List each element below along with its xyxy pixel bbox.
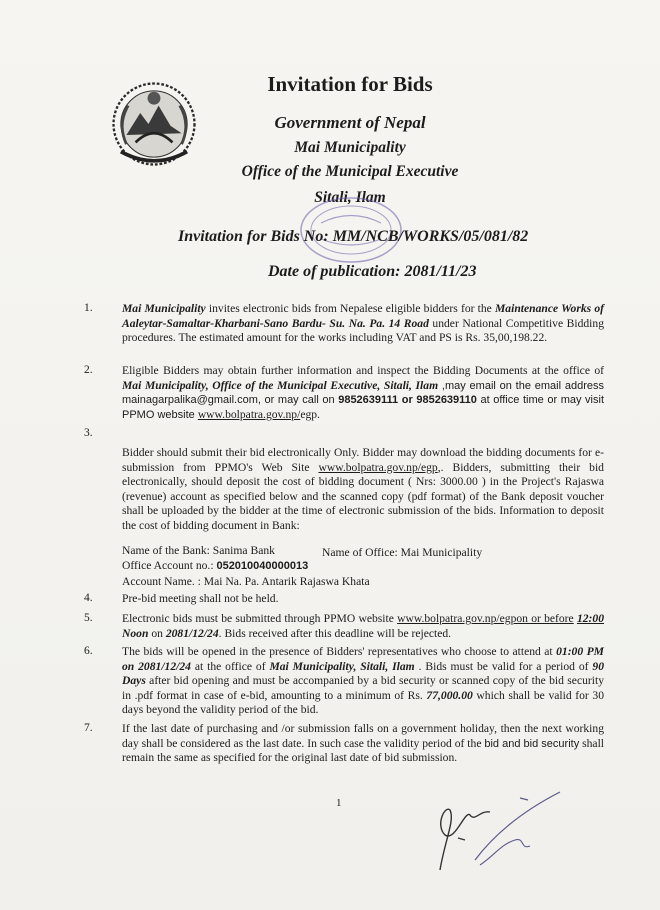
deadline-noon: Noon (122, 626, 149, 640)
body-text: shall remain the same as specified for the original last date of bid submission. (122, 736, 605, 765)
office-address: Mai Municipality, Office of the Municipal Executive, Sitali, Ilam (122, 378, 439, 392)
validity-days: 90 Days (122, 659, 604, 688)
item-7-text (122, 722, 604, 766)
body-text: after bid opening and must be accompanied by a bid security or scanned copy of the bid security in .pdf format in case of e-bid, amounting to a minimum of Rs. (122, 674, 604, 702)
account-number-line (122, 559, 308, 574)
body-text: egp. (300, 407, 320, 421)
bank-name: Name of the Bank: Sanima Bank (122, 544, 275, 557)
item-4-text: Pre-bid meeting shall not be held. (122, 592, 279, 605)
account-name: Account Name. : Mai Na. Pa. Antarik Rajaswa Khata (122, 575, 370, 588)
body-text: ,. Bidders, submitting their bid electronically, should deposit the cost of bidding document ( Nrs: 3000.00 ) in the Project's Rajaswa (revenue) account as specified below and the scanned copy (pdf format) of the Bank deposit voucher shall be uploaded by the bidder at the time of electronic submission of the bids. Information to deposit the cost of bidding document in Bank: (122, 460, 604, 532)
item-3-text (122, 446, 604, 534)
email-text: ,may email on the email address mainagarpalika@gmail.com, or may call on (122, 379, 604, 407)
ppmo-link[interactable]: www.bolpatra.gov.np/egpon or before (397, 612, 574, 625)
body-text: on (148, 626, 166, 640)
item-number-3: 3. (84, 427, 93, 439)
page-number: 1 (336, 797, 342, 809)
deadline-time: 12:00 (576, 612, 604, 625)
ifb-number: Invitation for Bids No: MM/NCB/WORKS/05/081/82 (178, 228, 529, 245)
publication-date: Date of publication: 2081/11/23 (268, 263, 477, 280)
account-number: 052010040000013 (216, 560, 309, 572)
phone-numbers: 9852639111 or 9852639110 (338, 394, 477, 407)
body-text: If the last date of purchasing and /or submission falls on a government holiday, then the next working day shall be considered as the last date. In such case the validity period of the (122, 722, 604, 750)
location-heading: Sitali, Ilam (314, 189, 386, 206)
signature-icon (420, 780, 570, 880)
body-text: The bids will be opened in the presence of Bidders' representatives who choose to attend at (122, 645, 557, 658)
project-name: Maintenance Works of Aaleytar-Samaltar-Kharbani-Sano Bardu- Su. Na. Pa. 14 Road (122, 302, 604, 330)
opening-place: Mai Municipality, Sitali, Ilam (269, 659, 415, 673)
body-text: . Bids must be valid for a period of (414, 659, 593, 673)
bid-security-amount: 77,000.00 (426, 688, 473, 702)
bid-security-text: bid and bid security (484, 737, 580, 750)
document-title: Invitation for Bids (267, 72, 433, 96)
office-name: Name of Office: Mai Municipality (322, 546, 483, 559)
body-text: at the office of (190, 659, 270, 673)
item-2-text (122, 364, 604, 422)
item-number-4: 4. (84, 592, 93, 604)
body-text: Eligible Bidders may obtain further information and inspect the Bidding Documents at the office of (122, 364, 604, 377)
ppmo-link[interactable]: www.bolpatra.gov.np/egp (318, 460, 438, 474)
item-5-text (122, 612, 604, 641)
body-text: . Bids received after this deadline will be rejected. (218, 626, 452, 640)
item-number-5: 5. (84, 612, 93, 624)
item-number-2: 2. (84, 364, 93, 376)
item-number-1: 1. (84, 302, 93, 314)
body-text: invites electronic bids from Nepalese eligible bidders for the (205, 302, 495, 315)
body-text: Electronic bids must be submitted through PPMO website (122, 612, 398, 625)
body-text: under National Competitive Bidding procedures. The estimated amount for the works including VAT and PS is Rs. 35,00,198.22. (122, 316, 605, 345)
item-number-6: 6. (84, 645, 93, 657)
item-6-text (122, 645, 604, 718)
body-text: at office time or may visit PPMO website (122, 394, 605, 421)
municipality-heading: Mai Municipality (294, 139, 406, 156)
body-text: Bidder should submit their bid electronically Only. Bidder may download the bidding documents for e-submission from PPMO's Web Site (122, 446, 604, 474)
deadline-date: 2081/12/24 (165, 626, 219, 640)
body-text: which shall be valid for 30 days beyond the validity period of the bid. (122, 688, 605, 717)
item-1-text (122, 302, 604, 346)
ppmo-link[interactable]: www.bolpatra.gov.np/ (197, 407, 301, 421)
office-heading: Office of the Municipal Executive (241, 163, 459, 180)
item-number-7: 7. (84, 722, 93, 734)
emph-text: Mai Municipality (122, 302, 206, 315)
government-heading: Government of Nepal (274, 113, 426, 132)
opening-time: 01:00 PM on 2081/12/24 (122, 645, 604, 673)
account-label: Office Account no.: (122, 559, 217, 572)
